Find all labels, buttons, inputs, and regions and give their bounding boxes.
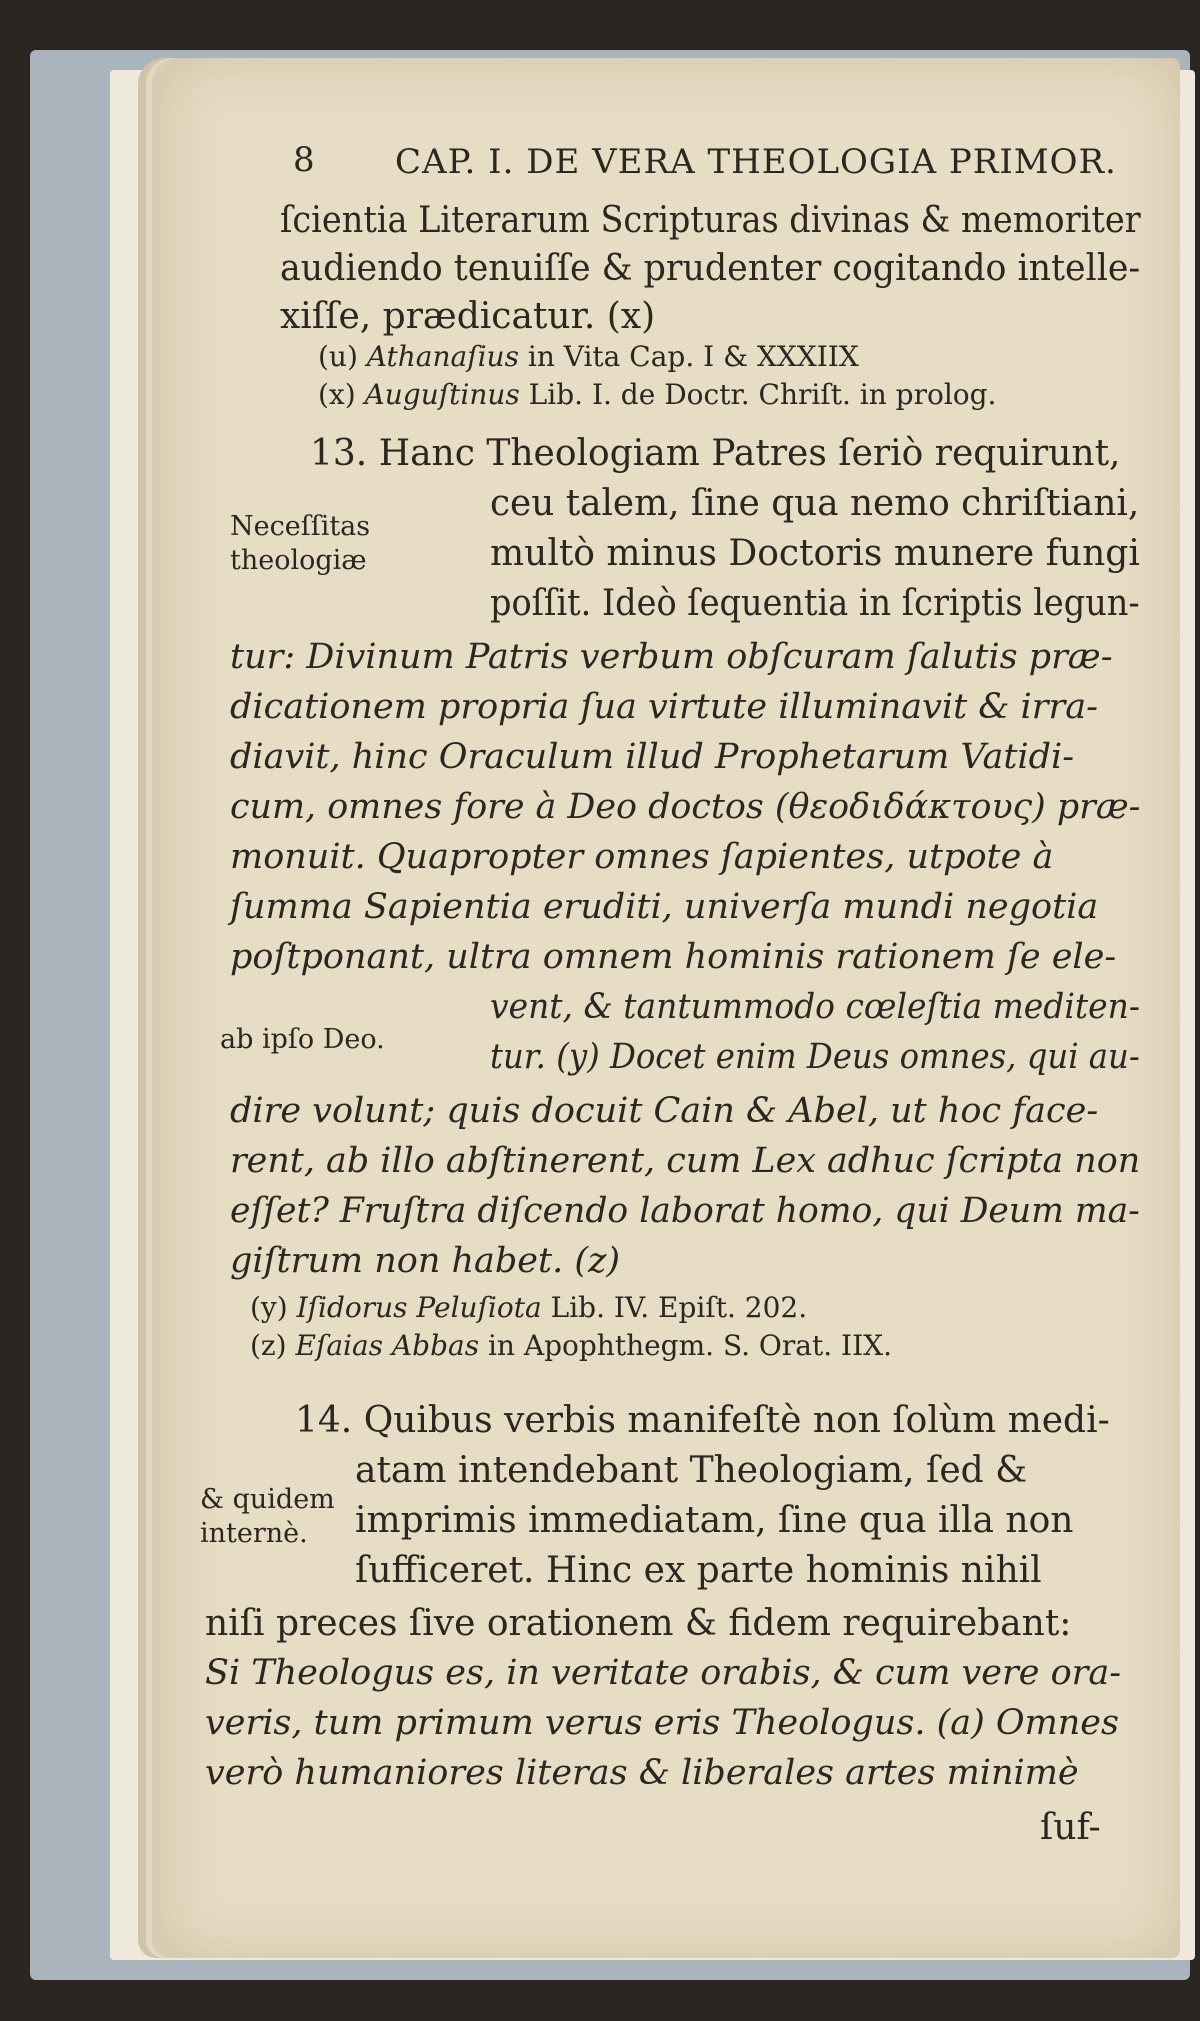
text-line: eſſet? Fruſtra diſcendo laborat homo, qui Deum ma-: [230, 1191, 1140, 1231]
text-line: dire volunt; quis docuit Cain & Abel, ut hoc face-: [230, 1091, 1099, 1131]
text-line: ceu talem, ſine qua nemo chriſtiani,: [490, 483, 1140, 524]
footnote-x: [318, 378, 997, 411]
text-line: Si Theologus es, in veritate orabis, & cum vere ora-: [205, 1653, 1122, 1693]
text-line: 13. Hanc Theologiam Patres ſeriò requirunt,: [310, 433, 1121, 474]
running-title: CAP. I. DE VERA THEOLOGIA PRIMOR.: [395, 142, 1117, 182]
footnote-author: Eſaias Abbas: [295, 1329, 480, 1362]
footnote-author: Athanaſius: [366, 340, 519, 373]
footnote-z: [250, 1329, 892, 1362]
footnote-ref: in Vita Cap. I & XXXIIX: [527, 340, 859, 373]
marginal-note: Neceſſitas: [230, 511, 371, 542]
footnote-ref: Lib. I. de Doctr. Chriſt. in prolog.: [528, 378, 997, 411]
text-line: veris, tum primum verus eris Theologus. (a) Omnes: [205, 1703, 1119, 1743]
text-line: ſcientia Literarum Scripturas divinas & memoriter: [280, 200, 1141, 241]
footnote-author: Auguſtinus: [364, 378, 520, 411]
footnote-mark: (x): [318, 378, 356, 411]
footnote-ref: Lib. IV. Epiſt. 202.: [550, 1291, 808, 1324]
footnote-mark: (u): [318, 340, 358, 373]
text-line: multò minus Doctoris munere fungi: [490, 533, 1140, 574]
text-line: poſtponant, ultra omnem hominis rationem ſe ele-: [230, 937, 1117, 977]
text-line: niſi preces ſive orationem & fidem requirebant:: [205, 1603, 1072, 1644]
marginal-note: & quidem: [200, 1484, 335, 1515]
text-line: monuit. Quapropter omnes ſapientes, utpote à: [230, 837, 1054, 877]
page-number: 8: [293, 140, 316, 180]
text-line: ſumma Sapientia eruditi, univerſa mundi negotia: [230, 887, 1099, 927]
text-line: ſufficeret. Hinc ex parte hominis nihil: [355, 1550, 1042, 1591]
text-line: xiſſe, prædicatur. (x): [280, 296, 656, 337]
text-line: diavit, hinc Oraculum illud Prophetarum Vatidi-: [230, 737, 1075, 777]
book-page: [160, 58, 1180, 1958]
text-line: verò humaniores literas & liberales artes minimè: [205, 1753, 1079, 1793]
text-line: vent, & tantummodo cœleſtia mediten-: [490, 987, 1140, 1027]
marginal-note: internè.: [200, 1518, 308, 1549]
text-line: imprimis immediatam, ſine qua illa non: [355, 1500, 1074, 1541]
marginal-note: theologiæ: [230, 545, 367, 576]
text-line: tur: Divinum Patris verbum obſcuram ſalutis præ-: [230, 637, 1113, 677]
footnote-author: Iſidorus Peluſiota: [296, 1291, 542, 1324]
text-line: cum, omnes fore à Deo doctos (θεοδιδάκτους) præ-: [230, 787, 1141, 827]
text-line: rent, ab illo abſtinerent, cum Lex adhuc ſcripta non: [230, 1141, 1141, 1181]
text-line: poſſit. Ideò ſequentia in ſcriptis legun-: [490, 583, 1140, 624]
text-line: audiendo tenuiſſe & prudenter cogitando intelle-: [280, 248, 1141, 289]
footnote-mark: (z): [250, 1329, 287, 1362]
footnote-mark: (y): [250, 1291, 288, 1324]
footnote-ref: in Apophthegm. S. Orat. IIX.: [487, 1329, 892, 1362]
text-line: giſtrum non habet. (z): [230, 1241, 621, 1281]
text-line: tur. (y) Docet enim Deus omnes, qui au-: [490, 1037, 1140, 1077]
catchword: ſuf-: [1040, 1807, 1101, 1848]
text-line: atam intendebant Theologiam, ſed &: [355, 1450, 1028, 1491]
footnote-u: [318, 340, 859, 373]
text-line: dicationem propria ſua virtute illuminavit & irra-: [230, 687, 1098, 727]
text-line: 14. Quibus verbis manifeſtè non ſolùm medi-: [295, 1400, 1110, 1441]
marginal-note: ab ipſo Deo.: [220, 1024, 385, 1055]
footnote-y: [250, 1291, 808, 1324]
